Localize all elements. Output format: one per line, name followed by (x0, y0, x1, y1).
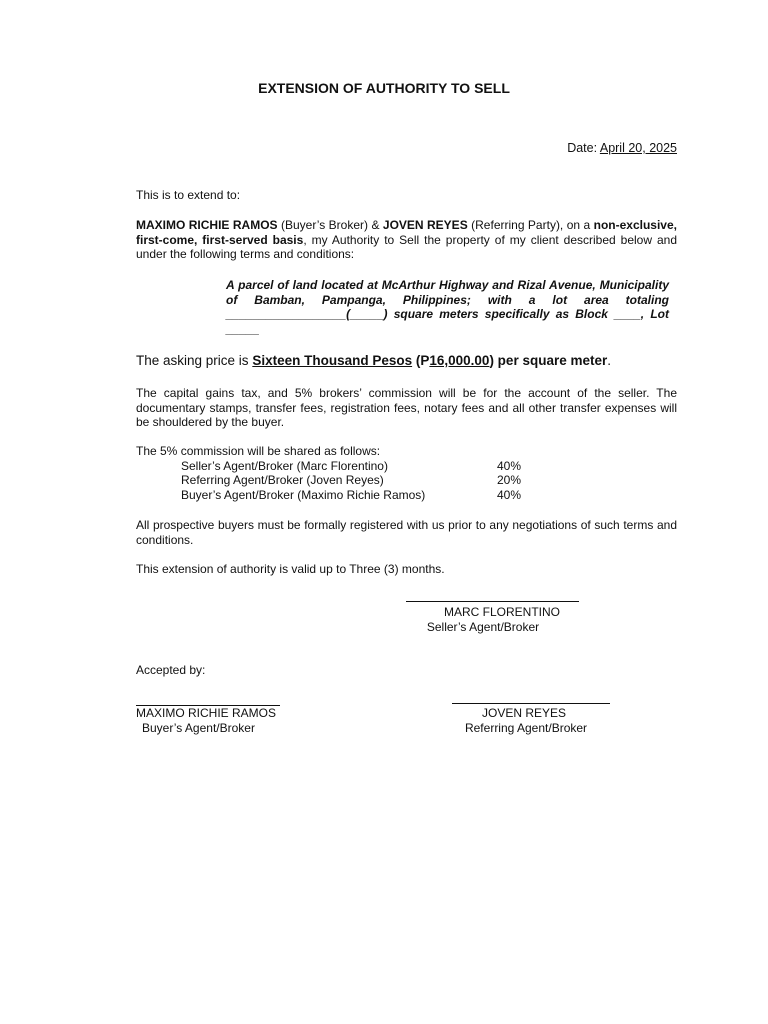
referring-party-name: JOVEN REYES (382, 218, 468, 232)
commission-row-percent: 40% (497, 459, 522, 473)
seller-signature-line (406, 601, 579, 602)
buyer-broker-name: MAXIMO RICHIE RAMOS (136, 218, 278, 232)
commission-row-label: Seller’s Agent/Broker (Marc Florentino) (181, 459, 388, 473)
date-line (567, 141, 677, 156)
buyer-signature-role: Buyer’s Agent/Broker (142, 721, 255, 735)
commission-row-percent: 20% (497, 473, 522, 487)
price-prefix: The asking price is (136, 353, 253, 368)
commission-intro: The 5% commission will be shared as follows: (136, 444, 381, 458)
price-amount: 16,000.00 (429, 353, 490, 368)
price-close: ) per square meter (489, 353, 608, 368)
seller-signature-name: MARC FLORENTINO (443, 605, 560, 619)
referring-party-role: (Referring Party), on a (467, 218, 594, 232)
referring-signature-line (452, 703, 610, 704)
grant-rest: , my Authority to Sell the property of my client described below and under the following terms and conditions: (136, 232, 677, 261)
tax-paragraph: The capital gains tax, and 5% brokers’ commission will be for the account of the seller. The documentary stamps, transfer fees, registration fees, notary fees and all other transfer expenses will be shouldered by the buyer. (136, 386, 677, 429)
commission-row (181, 488, 541, 503)
price-end: . (607, 353, 611, 368)
document-title: EXTENSION OF AUTHORITY TO SELL (258, 80, 510, 96)
commission-row-percent: 40% (497, 488, 522, 502)
seller-signature-role: Seller’s Agent/Broker (426, 620, 540, 634)
date-label: Date: (567, 141, 600, 155)
commission-row (181, 459, 541, 474)
buyer-signature-name: MAXIMO RICHIE RAMOS (136, 706, 277, 720)
intro-paragraph: This is to extend to: (136, 188, 241, 202)
referring-signature-name: JOVEN REYES (481, 706, 567, 720)
prospective-buyers-paragraph: All prospective buyers must be formally registered with us prior to any negotiations of such terms and conditions. (136, 518, 677, 547)
authority-basis: non-exclusive, first-come, first-served basis (136, 218, 677, 247)
date-value: April 20, 2025 (599, 141, 677, 155)
asking-price-paragraph (136, 353, 677, 369)
grant-paragraph (136, 218, 677, 262)
commission-row (181, 473, 541, 488)
parcel-description: A parcel of land located at McArthur Highway and Rizal Avenue, Municipality of Bamban, Pampanga, Philippines; with a lot area totaling __________________(_____) square meters specifically as Block ____, Lot _____ (226, 278, 669, 336)
commission-row-label: Referring Agent/Broker (Joven Reyes) (181, 473, 384, 487)
buyer-broker-role: (Buyer’s Broker) & (277, 218, 383, 232)
accepted-by-label: Accepted by: (136, 663, 206, 677)
price-words: Sixteen Thousand Pesos (252, 353, 413, 368)
commission-row-label: Buyer’s Agent/Broker (Maximo Richie Ramos) (181, 488, 426, 502)
validity-paragraph: This extension of authority is valid up to Three (3) months. (136, 562, 445, 576)
price-open: (P (412, 353, 430, 368)
referring-signature-role: Referring Agent/Broker (464, 721, 588, 735)
